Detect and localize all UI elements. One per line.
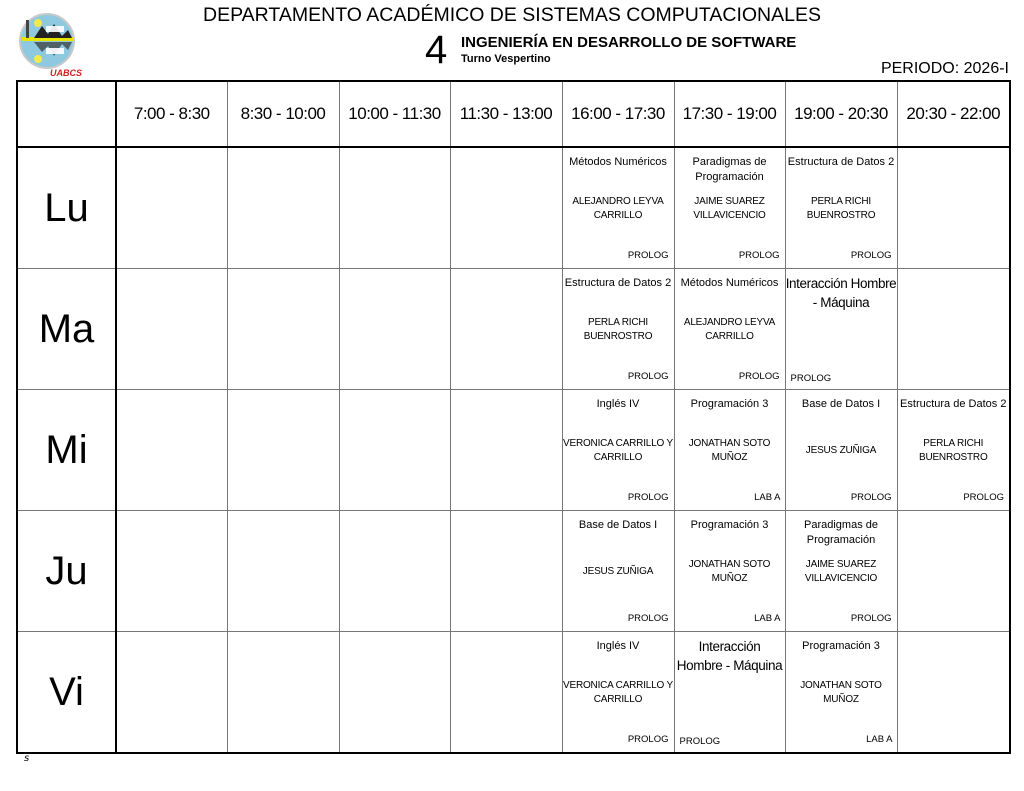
room-label: PROLOG [738,371,780,382]
professor-name: JESUS ZUÑIGA [805,445,877,456]
class-cell [674,269,785,390]
empty-cell [897,147,1010,269]
room-label: LAB A [866,734,893,745]
room-label: PROLOG [627,613,669,624]
class-cell [562,511,674,632]
day-row [17,390,1010,511]
subject-name: Estructura de Datos 2 [900,398,1007,410]
class-cell [674,390,785,511]
empty-cell [450,147,562,269]
career-name: INGENIERÍA EN DESARROLLO DE SOFTWARE [461,34,797,51]
room-label: LAB A [754,613,781,624]
empty-cell [897,269,1010,390]
time-slot-header: 8:30 - 10:00 [227,81,339,147]
schedule-table [16,80,1011,754]
room-label: PROLOG [850,613,892,624]
class-cell [785,147,897,269]
class-cell [562,147,674,269]
empty-cell [897,511,1010,632]
class-cell [674,147,785,269]
professor-name: JONATHAN SOTO MUÑOZ [688,438,771,463]
time-slot-header: 11:30 - 13:00 [450,81,562,147]
time-slot-header: 17:30 - 19:00 [674,81,785,147]
subject-name: Interacción Hombre - Máquina [676,639,783,673]
time-slot-header: 10:00 - 11:30 [339,81,450,147]
subject-name: Estructura de Datos 2 [564,277,672,289]
time-header-row [17,81,1010,147]
room-label: PROLOG [790,373,832,384]
subject-name: Base de Datos I [801,398,881,410]
room-label: PROLOG [627,492,669,503]
professor-name: VERONICA CARRILLO Y CARRILLO [563,680,673,705]
corner-cell [17,81,116,147]
subject-name: Métodos Numéricos [680,277,779,289]
subject-name: Paradigmas de Programación [804,519,878,546]
class-cell [562,390,674,511]
day-label: Mi [17,390,116,511]
subject-name: Estructura de Datos 2 [787,156,895,168]
subject-name: Programación 3 [802,640,880,652]
professor-name: JAIME SUAREZ VILLAVICENCIO [804,559,878,584]
department-title: DEPARTAMENTO ACADÉMICO DE SISTEMAS COMPUTACIONALES [203,4,821,26]
class-cell [897,390,1010,511]
class-cell [785,511,897,632]
empty-cell [227,390,339,511]
professor-name: VERONICA CARRILLO Y CARRILLO [563,438,673,463]
class-cell [785,632,897,754]
empty-cell [116,390,227,511]
subject-name: Inglés IV [596,398,640,410]
class-cell [674,511,785,632]
empty-cell [227,147,339,269]
empty-cell [227,269,339,390]
shift-label: Turno Vespertino [461,53,551,65]
time-slot-header: 7:00 - 8:30 [116,81,227,147]
professor-name: PERLA RICHI BUENROSTRO [918,438,988,463]
room-label: PROLOG [963,492,1004,503]
room-label: PROLOG [679,736,721,747]
subject-name: Paradigmas de Programación [692,156,767,183]
empty-cell [897,632,1010,754]
professor-name: PERLA RICHI BUENROSTRO [806,196,876,221]
subject-name: Interacción Hombre - Máquina [785,276,897,310]
empty-cell [339,511,450,632]
empty-cell [227,511,339,632]
day-row [17,147,1010,269]
day-row [17,269,1010,390]
empty-cell [339,269,450,390]
room-label: LAB A [754,492,781,503]
day-label: Vi [17,632,116,754]
professor-name: PERLA RICHI BUENROSTRO [583,317,653,342]
professor-name: ALEJANDRO LEYVA CARRILLO [572,196,664,221]
time-slot-header: 20:30 - 22:00 [897,81,1010,147]
day-label: Ju [17,511,116,632]
subject-name: Programación 3 [690,398,769,410]
class-cell [562,632,674,754]
room-label: PROLOG [850,492,892,503]
empty-cell [450,511,562,632]
subject-name: Base de Datos I [578,519,658,531]
professor-name: JONATHAN SOTO MUÑOZ [800,680,882,705]
time-slot-header: 16:00 - 17:30 [562,81,674,147]
class-cell [785,390,897,511]
day-row [17,632,1010,754]
professor-name: JONATHAN SOTO MUÑOZ [688,559,771,584]
day-label: Lu [17,147,116,269]
room-label: PROLOG [627,734,669,745]
subject-name: Inglés IV [596,640,640,652]
room-label: PROLOG [738,250,780,261]
empty-cell [116,632,227,754]
empty-cell [116,147,227,269]
empty-cell [227,632,339,754]
empty-cell [116,269,227,390]
empty-cell [339,632,450,754]
professor-name: JESUS ZUÑIGA [582,566,654,577]
empty-cell [339,147,450,269]
subject-name: Programación 3 [690,519,769,531]
footer-mark: s [24,753,30,764]
period-label: PERIODO: 2026-I [880,60,1009,77]
subject-name: Métodos Numéricos [569,156,667,168]
class-cell [674,632,785,754]
room-label: PROLOG [627,250,669,261]
empty-cell [450,390,562,511]
svg-text:UABCS: UABCS [50,68,82,78]
empty-cell [450,632,562,754]
university-logo [16,12,82,78]
professor-name: JAIME SUAREZ VILLAVICENCIO [693,196,766,221]
empty-cell [450,269,562,390]
class-cell [785,269,897,390]
time-slot-header: 19:00 - 20:30 [785,81,897,147]
room-label: PROLOG [850,250,892,261]
semester-number: 4 [425,28,448,72]
room-label: PROLOG [627,371,669,382]
class-cell [562,269,674,390]
professor-name: ALEJANDRO LEYVA CARRILLO [683,317,776,342]
empty-cell [116,511,227,632]
day-label: Ma [17,269,116,390]
day-row [17,511,1010,632]
empty-cell [339,390,450,511]
